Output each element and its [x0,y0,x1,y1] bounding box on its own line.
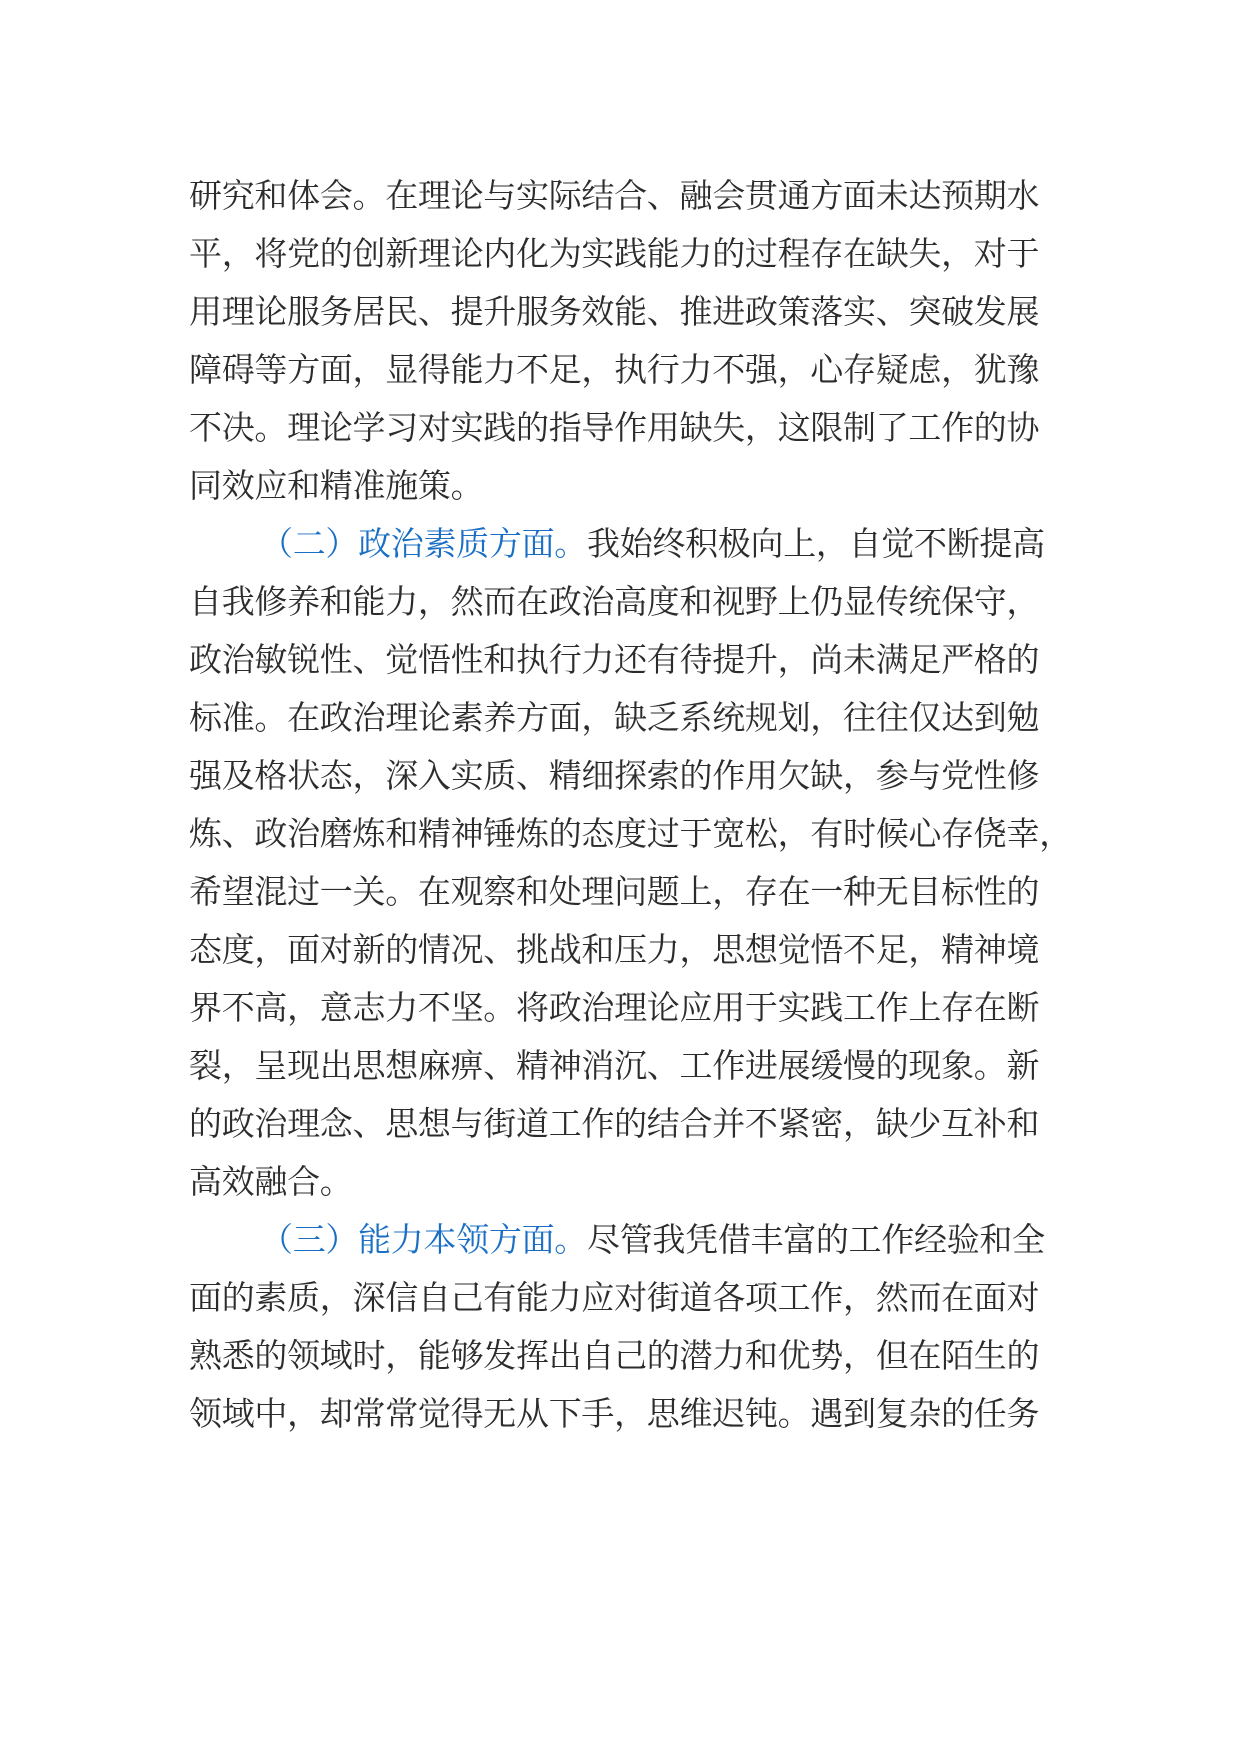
paragraph-line: 希望混过一关。在观察和处理问题上，存在一种无目标性的 [189,872,1040,911]
paragraph-line: 平，将党的创新理论内化为实践能力的过程存在缺失，对于 [189,234,1040,273]
section-3-intro: 尽管我凭借丰富的工作经验和全 [587,1220,1045,1259]
section-2-intro: 我始终积极向上，自觉不断提高 [587,524,1045,563]
paragraph-line: 态度，面对新的情况、挑战和压力，思想觉悟不足，精神境 [189,930,1040,969]
paragraph-line: 的政治理念、思想与街道工作的结合并不紧密，缺少互补和 [189,1104,1040,1143]
paragraph-line: 不决。理论学习对实践的指导作用缺失，这限制了工作的协 [189,408,1040,447]
section-2-heading: （二）政治素质方面。 [260,524,588,563]
paragraph-line: 研究和体会。在理论与实际结合、融会贯通方面未达预期水 [189,176,1040,215]
paragraph-line: 裂，呈现出思想麻痹、精神消沉、工作进展缓慢的现象。新 [189,1046,1040,1085]
paragraph-line: 标准。在政治理论素养方面，缺乏系统规划，往往仅达到勉 [189,698,1040,737]
paragraph-line: 强及格状态，深入实质、精细探索的作用欠缺，参与党性修 [189,756,1040,795]
paragraph-line: 用理论服务居民、提升服务效能、推进政策落实、突破发展 [189,292,1040,331]
paragraph-line: 自我修养和能力，然而在政治高度和视野上仍显传统保守， [189,582,1040,621]
paragraph-line: 同效应和精准施策。 [189,466,484,505]
paragraph-line: 熟悉的领域时，能够发挥出自己的潜力和优势，但在陌生的 [189,1336,1040,1375]
paragraph-line: 领域中，却常常觉得无从下手，思维迟钝。遇到复杂的任务 [189,1394,1040,1433]
paragraph-line: 界不高，意志力不坚。将政治理论应用于实践工作上存在断 [189,988,1040,1027]
paragraph-line: 政治敏锐性、觉悟性和执行力还有待提升，尚未满足严格的 [189,640,1040,679]
paragraph-line: 高效融合。 [189,1162,353,1201]
paragraph-line: 面的素质，深信自己有能力应对街道各项工作，然而在面对 [189,1278,1040,1317]
paragraph-line: 炼、政治磨炼和精神锤炼的态度过于宽松，有时候心存侥幸， [189,814,1072,853]
section-3-first-line [260,1217,1045,1263]
section-3-heading: （三）能力本领方面。 [260,1220,588,1259]
section-2-first-line [260,521,1045,567]
paragraph-line: 障碍等方面，显得能力不足，执行力不强，心存疑虑，犹豫 [189,350,1040,389]
